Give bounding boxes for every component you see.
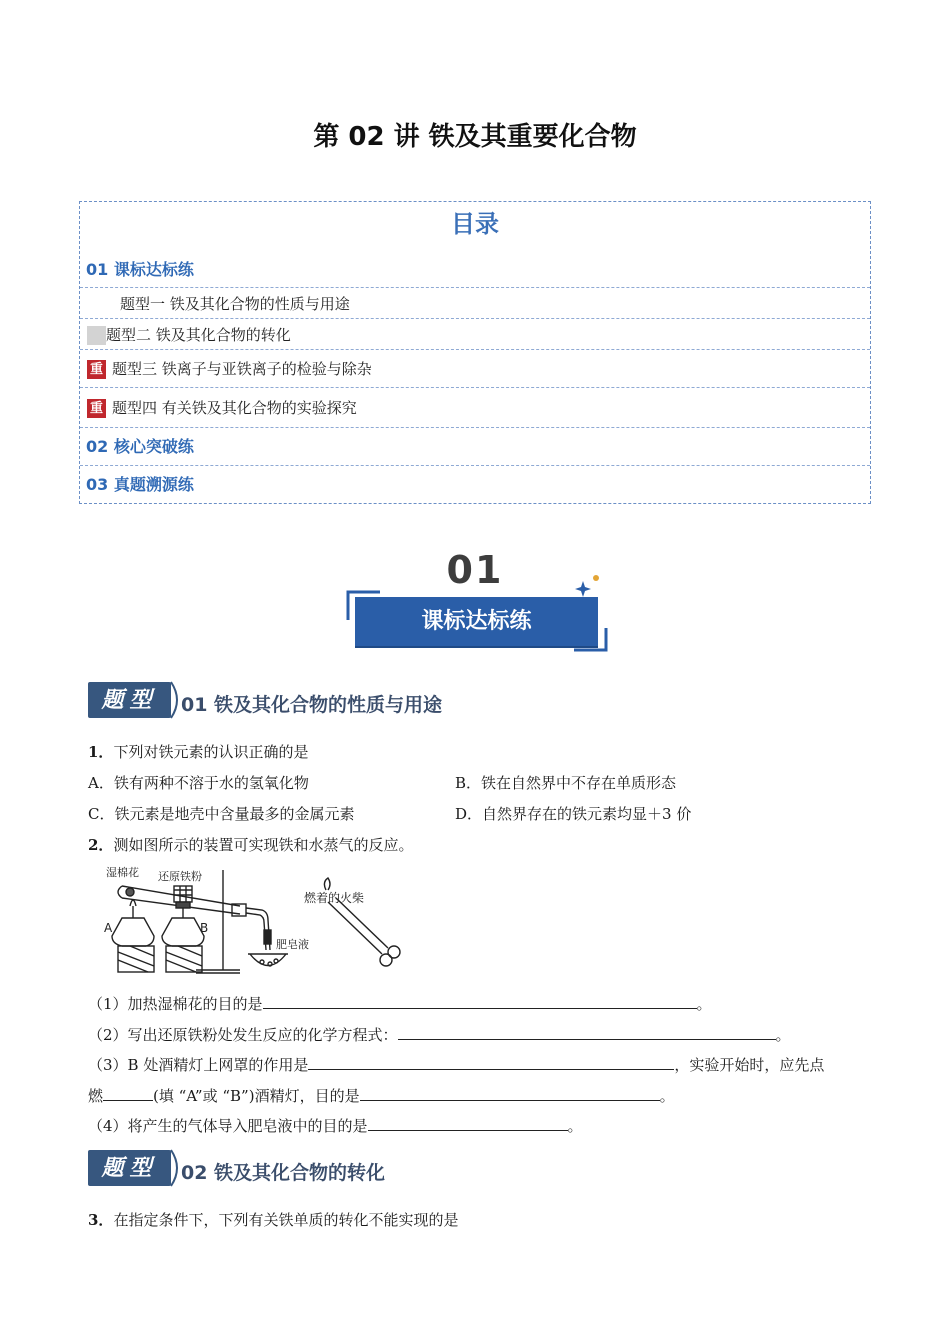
key-point-badge: 重 (87, 399, 106, 418)
figure-label-b: B (200, 921, 209, 935)
key-badge-placeholder (87, 326, 106, 345)
key-point-badge: 重 (87, 360, 106, 379)
prompt-text: （2）写出还原铁粉处发生反应的化学方程式： (88, 1026, 398, 1044)
figure-label-cotton: 湿棉花 (106, 866, 139, 879)
figure-label-match: 燃着的火柴 (304, 891, 365, 905)
question-1 (88, 741, 308, 762)
toc-subitem-1[interactable] (80, 288, 870, 319)
type-title: 02 铁及其化合物的转化 (181, 1162, 386, 1184)
answer-blank[interactable] (360, 1086, 660, 1101)
prompt-end: 。 (659, 1087, 675, 1105)
question-2-part-3 (88, 1054, 824, 1075)
page-title: 第 02 讲 铁及其重要化合物 (313, 122, 637, 152)
prompt-end: 。 (696, 995, 712, 1013)
question-number: 3． (88, 1211, 114, 1229)
prompt-end: 。 (567, 1117, 583, 1135)
figure-label-iron: 还原铁粉 (158, 870, 202, 883)
question-2 (88, 834, 413, 855)
prompt-text: ，实验开始时，应先点 (674, 1056, 825, 1074)
type-badge: 题型 (88, 682, 171, 718)
question-stem: 测如图所示的装置可实现铁和水蒸气的反应。 (113, 836, 414, 854)
question-2-part-2 (88, 1024, 791, 1045)
question-number: 1． (88, 743, 114, 761)
type-header-decoration (88, 680, 188, 720)
answer-blank[interactable] (368, 1116, 568, 1131)
question-number: 2． (88, 836, 114, 854)
toc-section-label: 03 真题溯源练 (86, 475, 194, 494)
question-2-part-1 (88, 993, 712, 1014)
toc-section-2[interactable] (80, 428, 870, 466)
sparkle-icon (585, 570, 605, 590)
type-title: 01 铁及其化合物的性质与用途 (181, 694, 443, 716)
option-a: A．铁有两种不溶于水的氢氧化物 (88, 774, 309, 792)
prompt-text: （4）将产生的气体导入肥皂液中的目的是 (88, 1117, 368, 1135)
toc-subitem-2[interactable] (80, 319, 870, 350)
toc-subitem-label: 题型三 铁离子与亚铁离子的检验与除杂 (112, 360, 372, 378)
experiment-apparatus-figure (100, 862, 410, 982)
answer-blank[interactable] (398, 1025, 776, 1040)
toc-subitem-4[interactable] (80, 388, 870, 428)
prompt-text: （1）加热湿棉花的目的是 (88, 995, 263, 1013)
option-c: C．铁元素是地壳中含量最多的金属元素 (88, 805, 355, 823)
toc-subitem-label: 题型四 有关铁及其化合物的实验探究 (112, 399, 357, 417)
type-badge: 题型 (88, 1150, 171, 1186)
toc-subitem-label: 题型一 铁及其化合物的性质与用途 (120, 295, 350, 313)
question-2-part-4 (88, 1115, 583, 1136)
table-of-contents (79, 201, 871, 504)
toc-section-label: 02 核心突破练 (86, 437, 194, 456)
answer-blank[interactable] (263, 994, 697, 1009)
type-header-decoration (88, 1148, 188, 1188)
toc-subitem-3[interactable] (80, 350, 870, 388)
prompt-end: 。 (775, 1026, 791, 1044)
toc-section-1[interactable] (80, 252, 870, 288)
toc-section-3[interactable] (80, 466, 870, 504)
section-banner-title: 课标达标练 (355, 597, 598, 646)
question-3 (88, 1209, 458, 1230)
question-stem: 下列对铁元素的认识正确的是 (113, 743, 309, 761)
toc-subitem-label: 题型二 铁及其化合物的转化 (106, 326, 291, 344)
prompt-text: (填 “A”或 “B”)酒精灯，目的是 (153, 1087, 360, 1105)
option-b: B．铁在自然界中不存在单质形态 (455, 774, 677, 792)
prompt-text: （3）B 处酒精灯上网罩的作用是 (88, 1056, 309, 1074)
option-d: D．自然界存在的铁元素均显＋3 价 (455, 805, 692, 823)
toc-heading: 目录 (451, 210, 499, 238)
figure-label-a: A (104, 921, 113, 935)
answer-blank[interactable] (308, 1055, 674, 1070)
toc-section-label: 01 课标达标练 (86, 260, 194, 279)
question-stem: 在指定条件下，下列有关铁单质的转化不能实现的是 (113, 1211, 459, 1229)
prompt-text: 燃 (88, 1087, 104, 1105)
figure-label-soap: 肥皂液 (276, 938, 309, 951)
answer-blank[interactable] (103, 1086, 153, 1101)
question-2-part-3-cont (88, 1085, 675, 1106)
section-number: 01 (446, 548, 504, 592)
